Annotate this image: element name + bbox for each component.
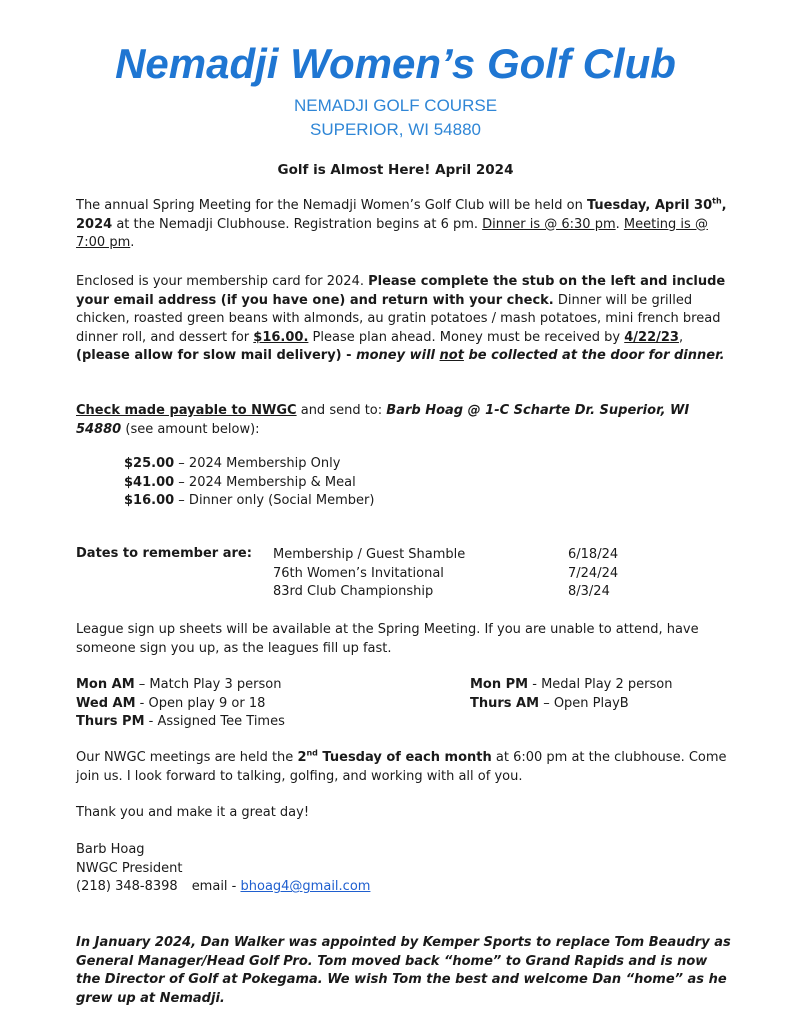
meeting-ordinal-suffix: nd [306, 748, 318, 758]
closing-line: Thank you and make it a great day! [76, 805, 310, 820]
league-item [76, 676, 285, 695]
fee-description: – 2024 Membership & Meal [174, 474, 356, 490]
meeting-time: Meeting is @ 7:00 pm [76, 216, 708, 250]
p1-text-3: . [615, 216, 624, 232]
mail-note: (please allow for slow mail delivery) - [76, 348, 357, 363]
event-date: 6/18/24 [568, 547, 619, 562]
league-day: Wed AM [76, 695, 136, 711]
monthly-meetings-paragraph [76, 749, 736, 786]
fee-amount: $25.00 [124, 456, 175, 471]
membership-paragraph [76, 273, 736, 366]
league-day: Thurs PM [76, 714, 145, 729]
dinner-price: $16.00. [253, 329, 309, 345]
p2-text-2: Dinner will be grilled chicken, roasted green beans with almonds, au gratin potatoes / mash potatoes, mini french bread dinner roll, and dessert for [76, 292, 721, 345]
league-list-left [76, 676, 285, 732]
league-list-right [470, 676, 672, 713]
announcement-heading: Golf is Almost Here! April 2024 [277, 162, 514, 178]
email-label: email - [191, 879, 241, 894]
fee-description: – Dinner only (Social Member) [174, 493, 375, 508]
p5-text-2: at 6:00 pm at the clubhouse. Come join us. I look forward to talking, golfing, and working with all of you. [76, 750, 727, 784]
league-item [470, 676, 672, 695]
meeting-year: , 2024 [76, 198, 727, 232]
event-date: 7/24/24 [568, 565, 619, 581]
dates-label: Dates to remember are: [76, 546, 252, 561]
dinner-time: Dinner is @ 6:30 pm [482, 216, 616, 232]
league-signup-paragraph: League sign up sheets will be available at the Spring Meeting. If you are unable to attend, have someone sign you up, as the leagues fill up fast. [76, 622, 699, 656]
event-name: Membership / Guest Shamble [273, 547, 466, 562]
fee-item [124, 474, 374, 493]
course-name: NEMADJI GOLF COURSE [293, 96, 498, 115]
stub-instructions: Please complete the stub on the left and include your email address (if you have one) and return with your check. [76, 274, 726, 308]
event-dates [568, 546, 618, 602]
spring-meeting-paragraph [76, 197, 736, 253]
meeting-date-suffix: th [712, 196, 722, 206]
signer-role: NWGC President [76, 860, 183, 876]
club-title: Nemadji Women’s Golf Club [115, 40, 676, 87]
event-name: 76th Women’s Invitational [273, 565, 444, 581]
mailing-address: Barb Hoag @ 1-C Scharte Dr. Superior, WI 54880 [76, 403, 690, 437]
phone-number: (218) 348-8398 [76, 879, 178, 894]
payment-paragraph [76, 402, 736, 439]
door-note-not: not [439, 348, 464, 363]
event-names [273, 546, 465, 602]
league-desc: - Medal Play 2 person [528, 677, 673, 692]
league-desc: – Open PlayB [539, 695, 629, 711]
email-link[interactable]: bhoag4@gmail.com [240, 879, 371, 894]
door-note-1: money will [356, 348, 440, 363]
p2-text-3: Please plan ahead. Money must be received by [308, 329, 625, 345]
league-desc: - Assigned Tee Times [144, 714, 285, 729]
event-name: 83rd Club Championship [273, 584, 434, 599]
fee-item [124, 455, 374, 474]
league-item [470, 695, 672, 714]
course-location: SUPERIOR, WI 54880 [309, 120, 481, 139]
league-day: Mon AM [76, 677, 135, 692]
check-payable: Check made payable to NWGC [76, 403, 297, 418]
p1-text-2: at the Nemadji Clubhouse. Registration begins at 6 pm. [112, 216, 483, 232]
p2-text-4: , [678, 329, 684, 345]
p2-text-1: Enclosed is your membership card for 2024. [76, 274, 369, 289]
p3-text-2: (see amount below): [121, 421, 260, 437]
payment-deadline: 4/22/23 [624, 329, 679, 345]
league-desc: - Open play 9 or 18 [135, 695, 266, 711]
p1-text-4: . [130, 235, 135, 250]
signature-block [76, 841, 370, 897]
meeting-day: Tuesday of each month [317, 750, 492, 765]
league-desc: – Match Play 3 person [134, 677, 282, 692]
p5-text-1: Our NWGC meetings are held the [76, 750, 298, 765]
staff-news-paragraph: In January 2024, Dan Walker was appointed by Kemper Sports to replace Tom Beaudry as General Manager/Head Golf Pro. Tom moved back “home” to Grand Rapids and is now the Director of Golf at Pokegama. We wish Tom the best and welcome Dan “home” as he grew up at Nemadji. [76, 935, 731, 1006]
signer-name: Barb Hoag [76, 842, 145, 857]
fee-description: – 2024 Membership Only [174, 456, 341, 471]
league-day: Mon PM [470, 677, 529, 692]
league-item [76, 695, 285, 714]
league-item [76, 713, 285, 732]
p3-text-1: and send to: [296, 403, 387, 418]
fee-amount: $16.00 [124, 493, 175, 508]
fee-item [124, 492, 374, 511]
door-note-2: be collected at the door for dinner. [463, 348, 725, 363]
p1-text-1: The annual Spring Meeting for the Nemadji Women’s Golf Club will be held on [76, 198, 587, 213]
meeting-ordinal: 2 [297, 750, 307, 765]
contact-line [76, 878, 370, 897]
fee-amount: $41.00 [124, 474, 175, 490]
fee-list [124, 455, 374, 511]
meeting-date: Tuesday, April 30 [586, 198, 713, 213]
event-date: 8/3/24 [568, 584, 610, 599]
league-day: Thurs AM [470, 695, 540, 711]
